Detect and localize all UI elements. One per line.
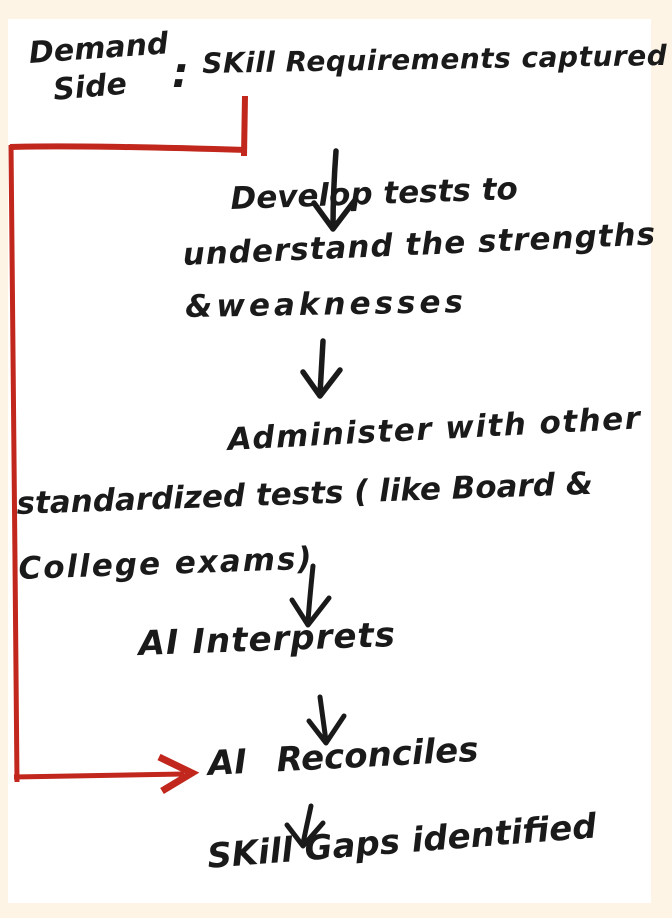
- node-reconcile-text: AI Reconciles: [206, 729, 480, 784]
- node-capture-text: SKill Requirements captured: [201, 38, 668, 80]
- node-administer-line2: standardized tests ( like Board &: [15, 465, 594, 522]
- node-administer-line1: Administer with other: [226, 400, 643, 458]
- node-administer-line3: College exams): [17, 540, 315, 587]
- node-develop-line1: Develop tests to: [229, 170, 519, 217]
- node-develop-line3: &weaknesses: [184, 284, 468, 325]
- demand-side-label-line1: Demand: [27, 26, 170, 71]
- demand-side-colon: :: [172, 48, 189, 97]
- demand-side-label-line2: Side: [51, 66, 129, 108]
- node-gaps-text: SKill Gaps identified: [205, 806, 598, 877]
- node-develop-line2: understand the strengths: [181, 216, 657, 273]
- node-interpret-text: AI Interprets: [137, 615, 397, 664]
